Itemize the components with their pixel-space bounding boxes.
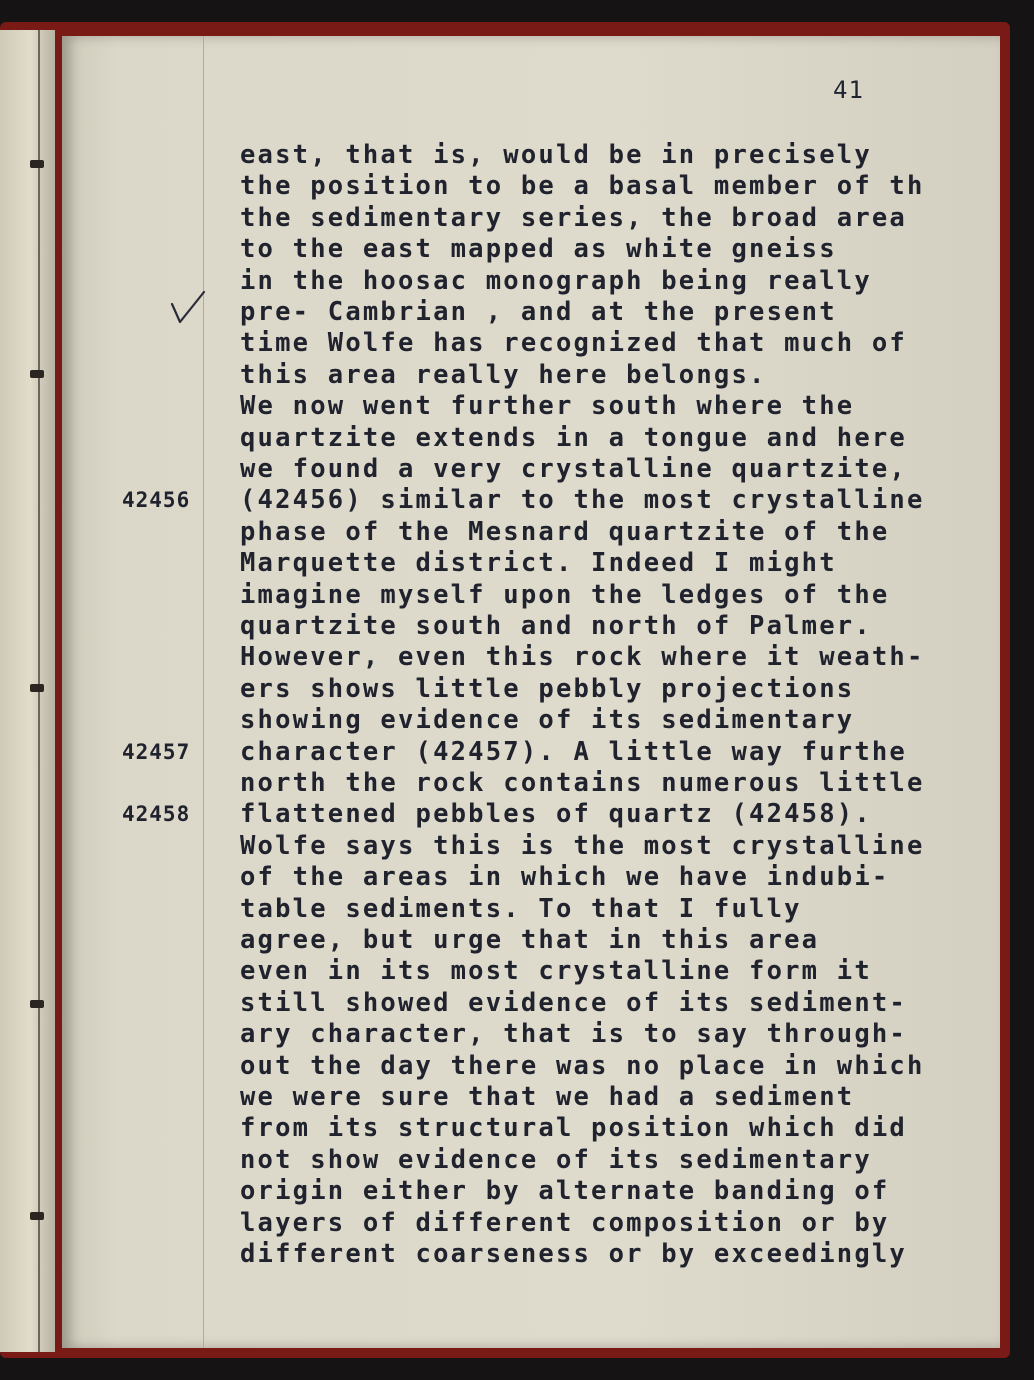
text-line: north the rock contains numerous little <box>240 768 925 798</box>
text-line: quartzite south and north of Palmer. <box>240 611 872 641</box>
text-line: we were sure that we had a sediment <box>240 1082 855 1112</box>
text-line: flattened pebbles of quartz (42458). <box>240 799 872 830</box>
text-line: different coarseness or by exceedingly <box>240 1239 907 1269</box>
text-line: time Wolfe has recognized that much of <box>240 328 907 359</box>
text-line: ary character, that is to say through- <box>240 1019 907 1050</box>
text-line: However, even this rock where it weath- <box>240 642 925 673</box>
margin-specimen-number: 42456 <box>122 488 191 513</box>
text-line: east, that is, would be in precisely <box>240 140 872 170</box>
text-line: from its structural position which did <box>240 1113 907 1144</box>
text-line: of the areas in which we have indubi- <box>240 862 890 893</box>
text-line: pre- Cambrian , and at the present <box>240 297 837 327</box>
text-line: Wolfe says this is the most crystalline <box>240 830 925 861</box>
stitch-mark <box>30 1212 44 1220</box>
text-line: the position to be a basal member of th <box>240 171 925 202</box>
text-line: quartzite extends in a tongue and here <box>240 422 907 453</box>
margin-specimen-number: 42457 <box>122 739 191 764</box>
text-line: table sediments. To that I fully <box>240 893 802 924</box>
margin-specimen-number: 42458 <box>122 802 191 827</box>
text-line: in the hoosac monograph being really <box>240 265 872 296</box>
text-line: We now went further south where the <box>240 391 855 422</box>
text-line: imagine myself upon the ledges of the <box>240 579 890 610</box>
text-line: origin either by alternate banding of <box>240 1176 890 1207</box>
text-line: agree, but urge that in this area <box>240 925 820 955</box>
text-line: ers shows little pebbly projections <box>240 673 855 704</box>
text-line: even in its most crystalline form it <box>240 956 872 987</box>
text-line: showing evidence of its sedimentary <box>240 705 855 736</box>
margin-rule <box>203 36 204 1348</box>
text-line: out the day there was no place in which <box>240 1050 925 1081</box>
check-mark-icon <box>168 288 208 328</box>
text-line: character (42457). A little way furthe <box>240 736 907 767</box>
text-line: Marquette district. Indeed I might <box>240 548 837 579</box>
stitch-mark <box>30 160 44 168</box>
stitch-mark <box>30 1000 44 1008</box>
text-line: phase of the Mesnard quartzite of the <box>240 516 890 547</box>
text-line: still showed evidence of its sediment- <box>240 987 907 1018</box>
text-line: this area really here belongs. <box>240 359 767 390</box>
text-line: the sedimentary series, the broad area <box>240 202 907 233</box>
stitch-mark <box>30 370 44 378</box>
page-number: 41 <box>833 76 864 104</box>
text-line: layers of different composition or by <box>240 1207 890 1238</box>
text-line: we found a very crystalline quartzite, <box>240 454 907 484</box>
text-line: to the east mapped as white gneiss <box>240 234 837 265</box>
text-line: not show evidence of its sedimentary <box>240 1144 872 1175</box>
text-line: (42456) similar to the most crystalline <box>240 485 925 516</box>
stitch-mark <box>30 684 44 692</box>
